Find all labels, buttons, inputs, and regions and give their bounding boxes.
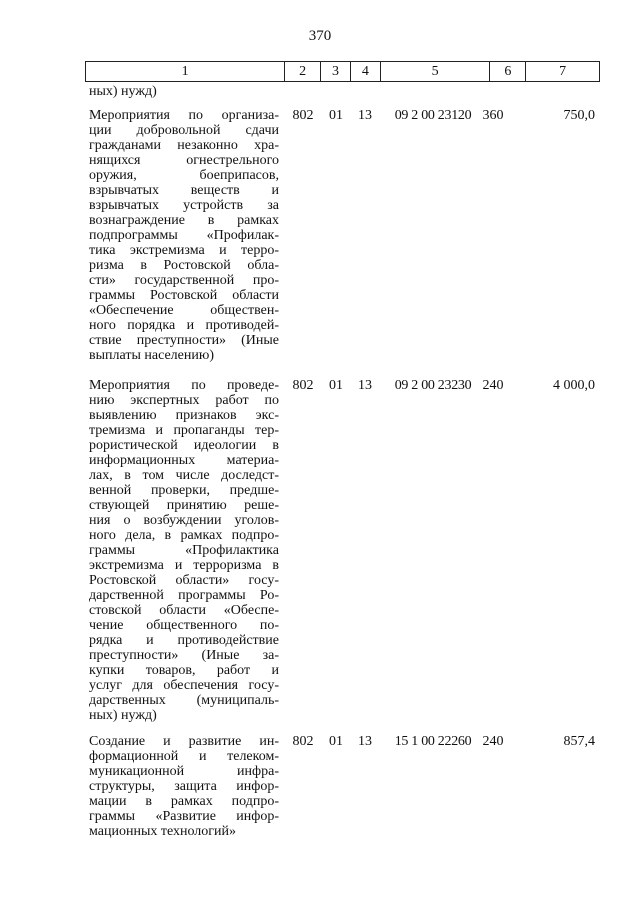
description-line: граммы «Профилактика	[89, 543, 279, 558]
description-line: услуг для обеспечения госу-	[89, 678, 279, 693]
description-line: купки товаров, работ и	[89, 663, 279, 678]
row-col-6: 240	[482, 734, 504, 749]
header-col-2: 2	[285, 62, 321, 81]
description-line: ствие преступности» (Иные	[89, 333, 279, 348]
row-col-4: 13	[358, 108, 372, 123]
header-col-1: 1	[86, 62, 285, 81]
description-line: мационных технологий»	[89, 824, 237, 839]
header-col-6: 6	[490, 62, 526, 81]
row-col-3: 01	[329, 734, 343, 749]
description-line: формационной и телеком-	[89, 749, 279, 764]
description-line: дарственной программы Ро-	[89, 588, 279, 603]
description-line: взрывчатых веществ и	[89, 183, 279, 198]
description-line: подпрограммы «Профилак-	[89, 228, 279, 243]
description-line: ствующей принятию реше-	[89, 498, 279, 513]
description-line: информационных материа-	[89, 453, 279, 468]
description-line: Ростовской области» госу-	[89, 573, 279, 588]
description-line: рядка и противодействие	[89, 633, 279, 648]
row-description	[89, 734, 279, 839]
description-line: «Обеспечение обществен-	[89, 303, 279, 318]
description-line: Мероприятия по проведе-	[89, 378, 279, 393]
row-col-5: 15 1 00 22260	[394, 734, 472, 749]
row-col-2: 802	[292, 108, 314, 123]
row-col-3: 01	[329, 108, 343, 123]
row-col-4: 13	[358, 378, 372, 393]
description-line: граммы «Развитие инфор-	[89, 809, 279, 824]
row-col-5: 09 2 00 23120	[394, 108, 472, 123]
row-col-6: 360	[482, 108, 504, 123]
description-line: оружия, боеприпасов,	[89, 168, 279, 183]
row-description	[89, 378, 279, 723]
header-col-3: 3	[321, 62, 351, 81]
description-line: Мероприятия по организа-	[89, 108, 279, 123]
description-line: ного дела, в рамках подпро-	[89, 528, 279, 543]
description-line: дарственных (муниципаль-	[89, 693, 279, 708]
page-number: 370	[308, 28, 332, 44]
row-col-5: 09 2 00 23230	[394, 378, 472, 393]
description-line: нящихся огнестрельного	[89, 153, 279, 168]
description-line: муникационной инфра-	[89, 764, 279, 779]
description-line: преступности» (Иные за-	[89, 648, 279, 663]
description-line: мации в рамках подпро-	[89, 794, 279, 809]
description-line: сти» государственной про-	[89, 273, 279, 288]
row-col-7: 750,0	[563, 108, 595, 123]
description-line: ции добровольной сдачи	[89, 123, 279, 138]
description-line: граммы Ростовской области	[89, 288, 279, 303]
description-line: венной проверки, предше-	[89, 483, 279, 498]
row-col-4: 13	[358, 734, 372, 749]
row-description	[89, 108, 279, 363]
description-line: экстремизма и терроризма в	[89, 558, 279, 573]
description-line: тремизма и пропаганды тер-	[89, 423, 279, 438]
description-line: вознаграждение в рамках	[89, 213, 279, 228]
table-header	[85, 61, 600, 82]
description-line: структуры, защита инфор-	[89, 779, 279, 794]
description-line: лах, в том числе доследст-	[89, 468, 279, 483]
row-col-3: 01	[329, 378, 343, 393]
description-line: выявлению признаков экс-	[89, 408, 279, 423]
header-col-4: 4	[351, 62, 381, 81]
row-col-7: 4 000,0	[553, 378, 595, 393]
row-col-7: 857,4	[563, 734, 595, 749]
description-line: рористической идеологии в	[89, 438, 279, 453]
description-line: ния о возбуждении уголов-	[89, 513, 279, 528]
header-col-7: 7	[559, 63, 567, 79]
row-col-2: 802	[292, 378, 314, 393]
description-line: взрывчатых устройств за	[89, 198, 279, 213]
description-line: Создание и развитие ин-	[89, 734, 279, 749]
header-col-5: 5	[381, 62, 491, 81]
description-line: нию экспертных работ по	[89, 393, 279, 408]
description-line: чение общественного по-	[89, 618, 279, 633]
row-col-2: 802	[292, 734, 314, 749]
continuation-text: ных) нужд)	[89, 84, 157, 99]
description-line: ного порядка и противодей-	[89, 318, 279, 333]
description-line: ных) нужд)	[89, 708, 157, 723]
description-line: гражданами незаконно хра-	[89, 138, 279, 153]
description-line: стовской области «Обеспе-	[89, 603, 279, 618]
description-line: тика экстремизма и терро-	[89, 243, 279, 258]
description-line: выплаты населению)	[89, 348, 214, 363]
description-line: ризма в Ростовской обла-	[89, 258, 279, 273]
row-col-6: 240	[482, 378, 504, 393]
